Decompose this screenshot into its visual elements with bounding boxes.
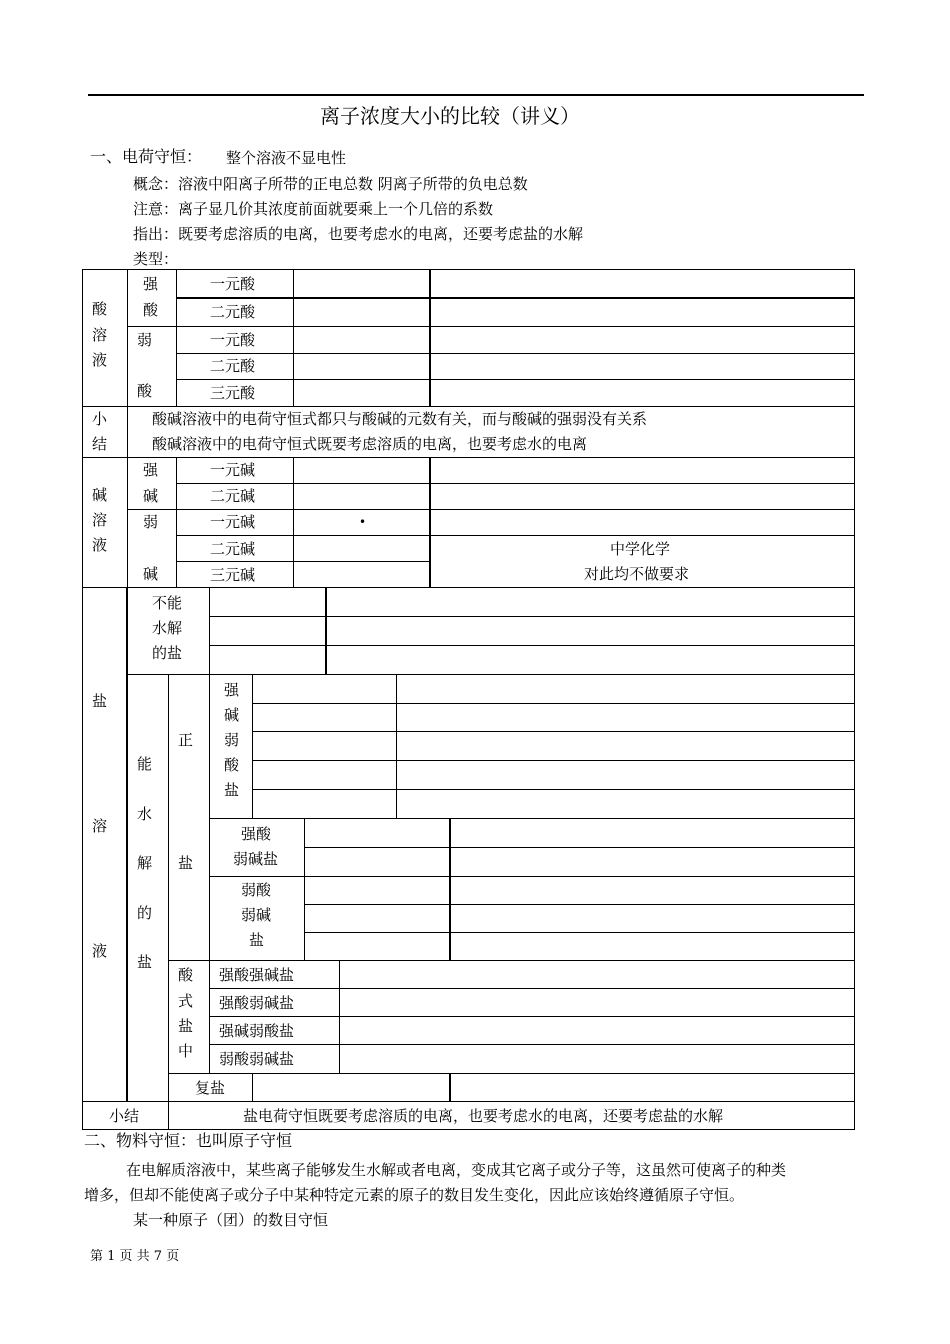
summary1-line-1: 酸碱溶液中的电荷守恒式都只与酸碱的元数有关，而与酸碱的强弱没有关系	[152, 410, 648, 428]
nonhyd-label-2: 水解	[152, 619, 183, 637]
table-border-left	[82, 269, 83, 1130]
page-title: 离子浓度大小的比较（讲义）	[320, 104, 580, 128]
summary2-text: 盐电荷守恒既要考虑溶质的电离，也要考虑水的电离，还要考虑盐的水解	[243, 1107, 724, 1125]
sbwa-label-4: 酸	[224, 756, 240, 774]
base-row-5: 三元碱	[210, 566, 256, 584]
note-line: 注意：离子显几价其浓度前面就要乘上一个几倍的系数	[133, 200, 494, 218]
acid-strong-bottom	[127, 326, 855, 327]
nonhyd-col-line	[209, 587, 210, 674]
nonhyd-label-1: 不能	[152, 594, 183, 612]
acidsalt-label-2: 式	[178, 992, 194, 1010]
sbwa-col2-line	[396, 674, 397, 819]
sbwa-label-5: 盐	[224, 781, 240, 799]
acid-weak-1: 弱	[137, 331, 153, 349]
table-border-bottom	[82, 1129, 855, 1130]
acid-rowline-3	[176, 353, 855, 354]
section1-heading: 一、电荷守恒：	[90, 147, 203, 166]
base-row-4: 二元碱	[210, 540, 256, 558]
sbwa-col1-line	[252, 674, 253, 819]
base-rowline-1	[176, 483, 855, 484]
acid-bottom	[82, 406, 855, 407]
salt-group-2: 溶	[92, 817, 108, 835]
normal-label-1: 正	[178, 731, 194, 749]
base-note-1: 中学化学	[610, 540, 671, 558]
acid-row-4: 二元酸	[210, 357, 256, 375]
base-col2-line	[176, 457, 177, 587]
base-bottom	[82, 587, 855, 588]
summary1-label-2: 结	[92, 435, 108, 453]
acidsalt-label-4: 中	[178, 1042, 194, 1060]
acidsalt-rowline-1	[209, 988, 855, 989]
wawb-label-1: 弱酸	[241, 881, 272, 899]
base-weak-1: 弱	[143, 513, 159, 531]
salt-col1-line	[126, 587, 128, 1101]
acidsalt-rowline-2	[209, 1016, 855, 1017]
sbwa-rowline-2	[252, 731, 855, 732]
acid-col1-line	[127, 269, 128, 406]
page-footer: 第 1 页 共 7 页	[90, 1249, 180, 1264]
hyd-label-4: 的	[137, 904, 153, 922]
section2-para-2: 增多，但却不能使离子或分子中某种特定元素的原子的数目发生变化，因此应该始终遵循原子守恒。	[84, 1186, 745, 1204]
double-col2-line	[449, 1073, 451, 1101]
hyd-label-5: 盐	[137, 953, 153, 971]
base-strong-2: 碱	[143, 487, 159, 505]
sawb-label-1: 强酸	[241, 825, 272, 843]
base-row-3: 一元碱	[210, 513, 256, 531]
acidsalt-bottom	[168, 1073, 855, 1074]
acid-group-3: 液	[92, 351, 108, 369]
section2-heading: 二、物料守恒：也叫原子守恒	[84, 1131, 293, 1150]
sbwa-label-2: 碱	[224, 706, 240, 724]
summary1-line-2: 酸碱溶液中的电荷守恒式既要考虑溶质的电离，也要考虑水的电离	[152, 435, 588, 453]
acid-row-5: 三元酸	[210, 384, 256, 402]
normal-label-2: 盐	[178, 854, 194, 872]
base-rowline-4	[176, 561, 430, 562]
nonhyd-rowline-1	[209, 616, 855, 617]
salt-group-3: 液	[92, 942, 108, 960]
base-group-1: 碱	[92, 486, 108, 504]
acidsalt-rowline-3	[209, 1044, 855, 1045]
wawb-label-2: 弱碱	[241, 906, 272, 924]
base-weak-2: 碱	[143, 565, 159, 583]
acid-group-1: 酸	[92, 300, 108, 318]
hyd-label-1: 能	[137, 755, 153, 773]
summary1-bottom	[82, 457, 855, 458]
salt-group-1: 盐	[92, 692, 108, 710]
types-line: 类型：	[133, 250, 179, 268]
acid-row-2: 二元酸	[210, 303, 256, 321]
wawb-label-3: 盐	[249, 931, 265, 949]
acid-row-3: 一元酸	[210, 331, 256, 349]
nonhyd-col2-line	[325, 587, 327, 674]
concept-line: 概念：溶液中阳离子所带的正电总数 阴离子所带的负电总数	[133, 175, 528, 193]
acid-strong-2: 酸	[143, 301, 159, 319]
base-rowline-3	[176, 535, 855, 536]
sbwa-rowline-1	[252, 703, 855, 704]
base-row-2: 二元碱	[210, 487, 256, 505]
sawb-label-2: 弱碱盐	[233, 850, 279, 868]
acid-rowline-4	[176, 379, 855, 380]
acid-strong-1: 强	[143, 275, 159, 293]
acid-col4-line	[429, 269, 431, 406]
acid-group-2: 溶	[92, 326, 108, 344]
sbwa-rowline-3	[252, 760, 855, 761]
wawb-bottom	[168, 960, 855, 961]
nonhyd-label-3: 的盐	[152, 644, 183, 662]
base-note-2: 对此均不做要求	[584, 565, 690, 583]
hyd-label-3: 解	[137, 854, 153, 872]
point-line: 指出：既要考虑溶质的电离，也要考虑水的电离，还要考虑盐的水解	[133, 225, 584, 243]
base-group-2: 溶	[92, 511, 108, 529]
base-col3-line	[293, 457, 294, 587]
sbwa-label-3: 弱	[224, 731, 240, 749]
base-strong-1: 强	[143, 461, 159, 479]
table-border-top	[82, 269, 855, 270]
section1-heading-note: 整个溶液不显电性	[226, 149, 347, 167]
sawb-rowline	[304, 847, 855, 848]
acidsalt-label-3: 盐	[178, 1017, 194, 1035]
acidsalt-row-4: 弱酸弱碱盐	[219, 1050, 295, 1068]
acid-strong-rowline	[176, 297, 855, 299]
sbwa-label-1: 强	[224, 681, 240, 699]
nonhyd-rowline-2	[209, 645, 855, 646]
acidsalt-row-3: 强碱弱酸盐	[219, 1022, 295, 1040]
acidsalt-label-1: 酸	[178, 966, 194, 984]
table-border-right	[854, 269, 855, 1130]
hyd-label-2: 水	[137, 805, 153, 823]
wawb-col2-line	[449, 876, 451, 961]
acidsalt-row-1: 强酸强碱盐	[219, 966, 295, 984]
top-rule	[88, 94, 864, 96]
acid-col3-line	[293, 269, 294, 406]
summary1-label-1: 小	[92, 410, 108, 428]
base-group-3: 液	[92, 536, 108, 554]
acid-col2-line	[176, 269, 177, 406]
nonhyd-bottom	[126, 674, 855, 675]
section2-para-3: 某一种原子（团）的数目守恒	[133, 1211, 329, 1229]
base-row-1: 一元碱	[210, 461, 256, 479]
sawb-bottom	[209, 876, 855, 877]
double-col1-line	[252, 1073, 253, 1101]
acid-row-1: 一元酸	[210, 275, 256, 293]
wawb-rowline-2	[304, 932, 855, 933]
base-dot: •	[359, 515, 367, 529]
acid-weak-2: 酸	[137, 382, 153, 400]
sbwa-rowline-4	[252, 789, 855, 790]
sawb-col1-line	[304, 818, 305, 961]
section2-para-1: 在电解质溶液中，某些离子能够发生水解或者电离，变成其它离子或分子等，这虽然可使离子的种类	[126, 1161, 787, 1179]
salt-bottom	[82, 1101, 855, 1102]
double-label: 复盐	[195, 1079, 226, 1097]
base-strong-bottom	[127, 509, 855, 510]
summary1-col-line	[127, 406, 128, 457]
base-col4-line	[429, 457, 431, 587]
acidsalt-row-2: 强酸弱碱盐	[219, 994, 295, 1012]
sbwa-bottom	[209, 818, 855, 819]
base-col1-line	[127, 457, 128, 587]
hyd-col-line	[168, 674, 169, 1130]
wawb-rowline-1	[304, 904, 855, 905]
summary2-label: 小结	[109, 1107, 140, 1125]
